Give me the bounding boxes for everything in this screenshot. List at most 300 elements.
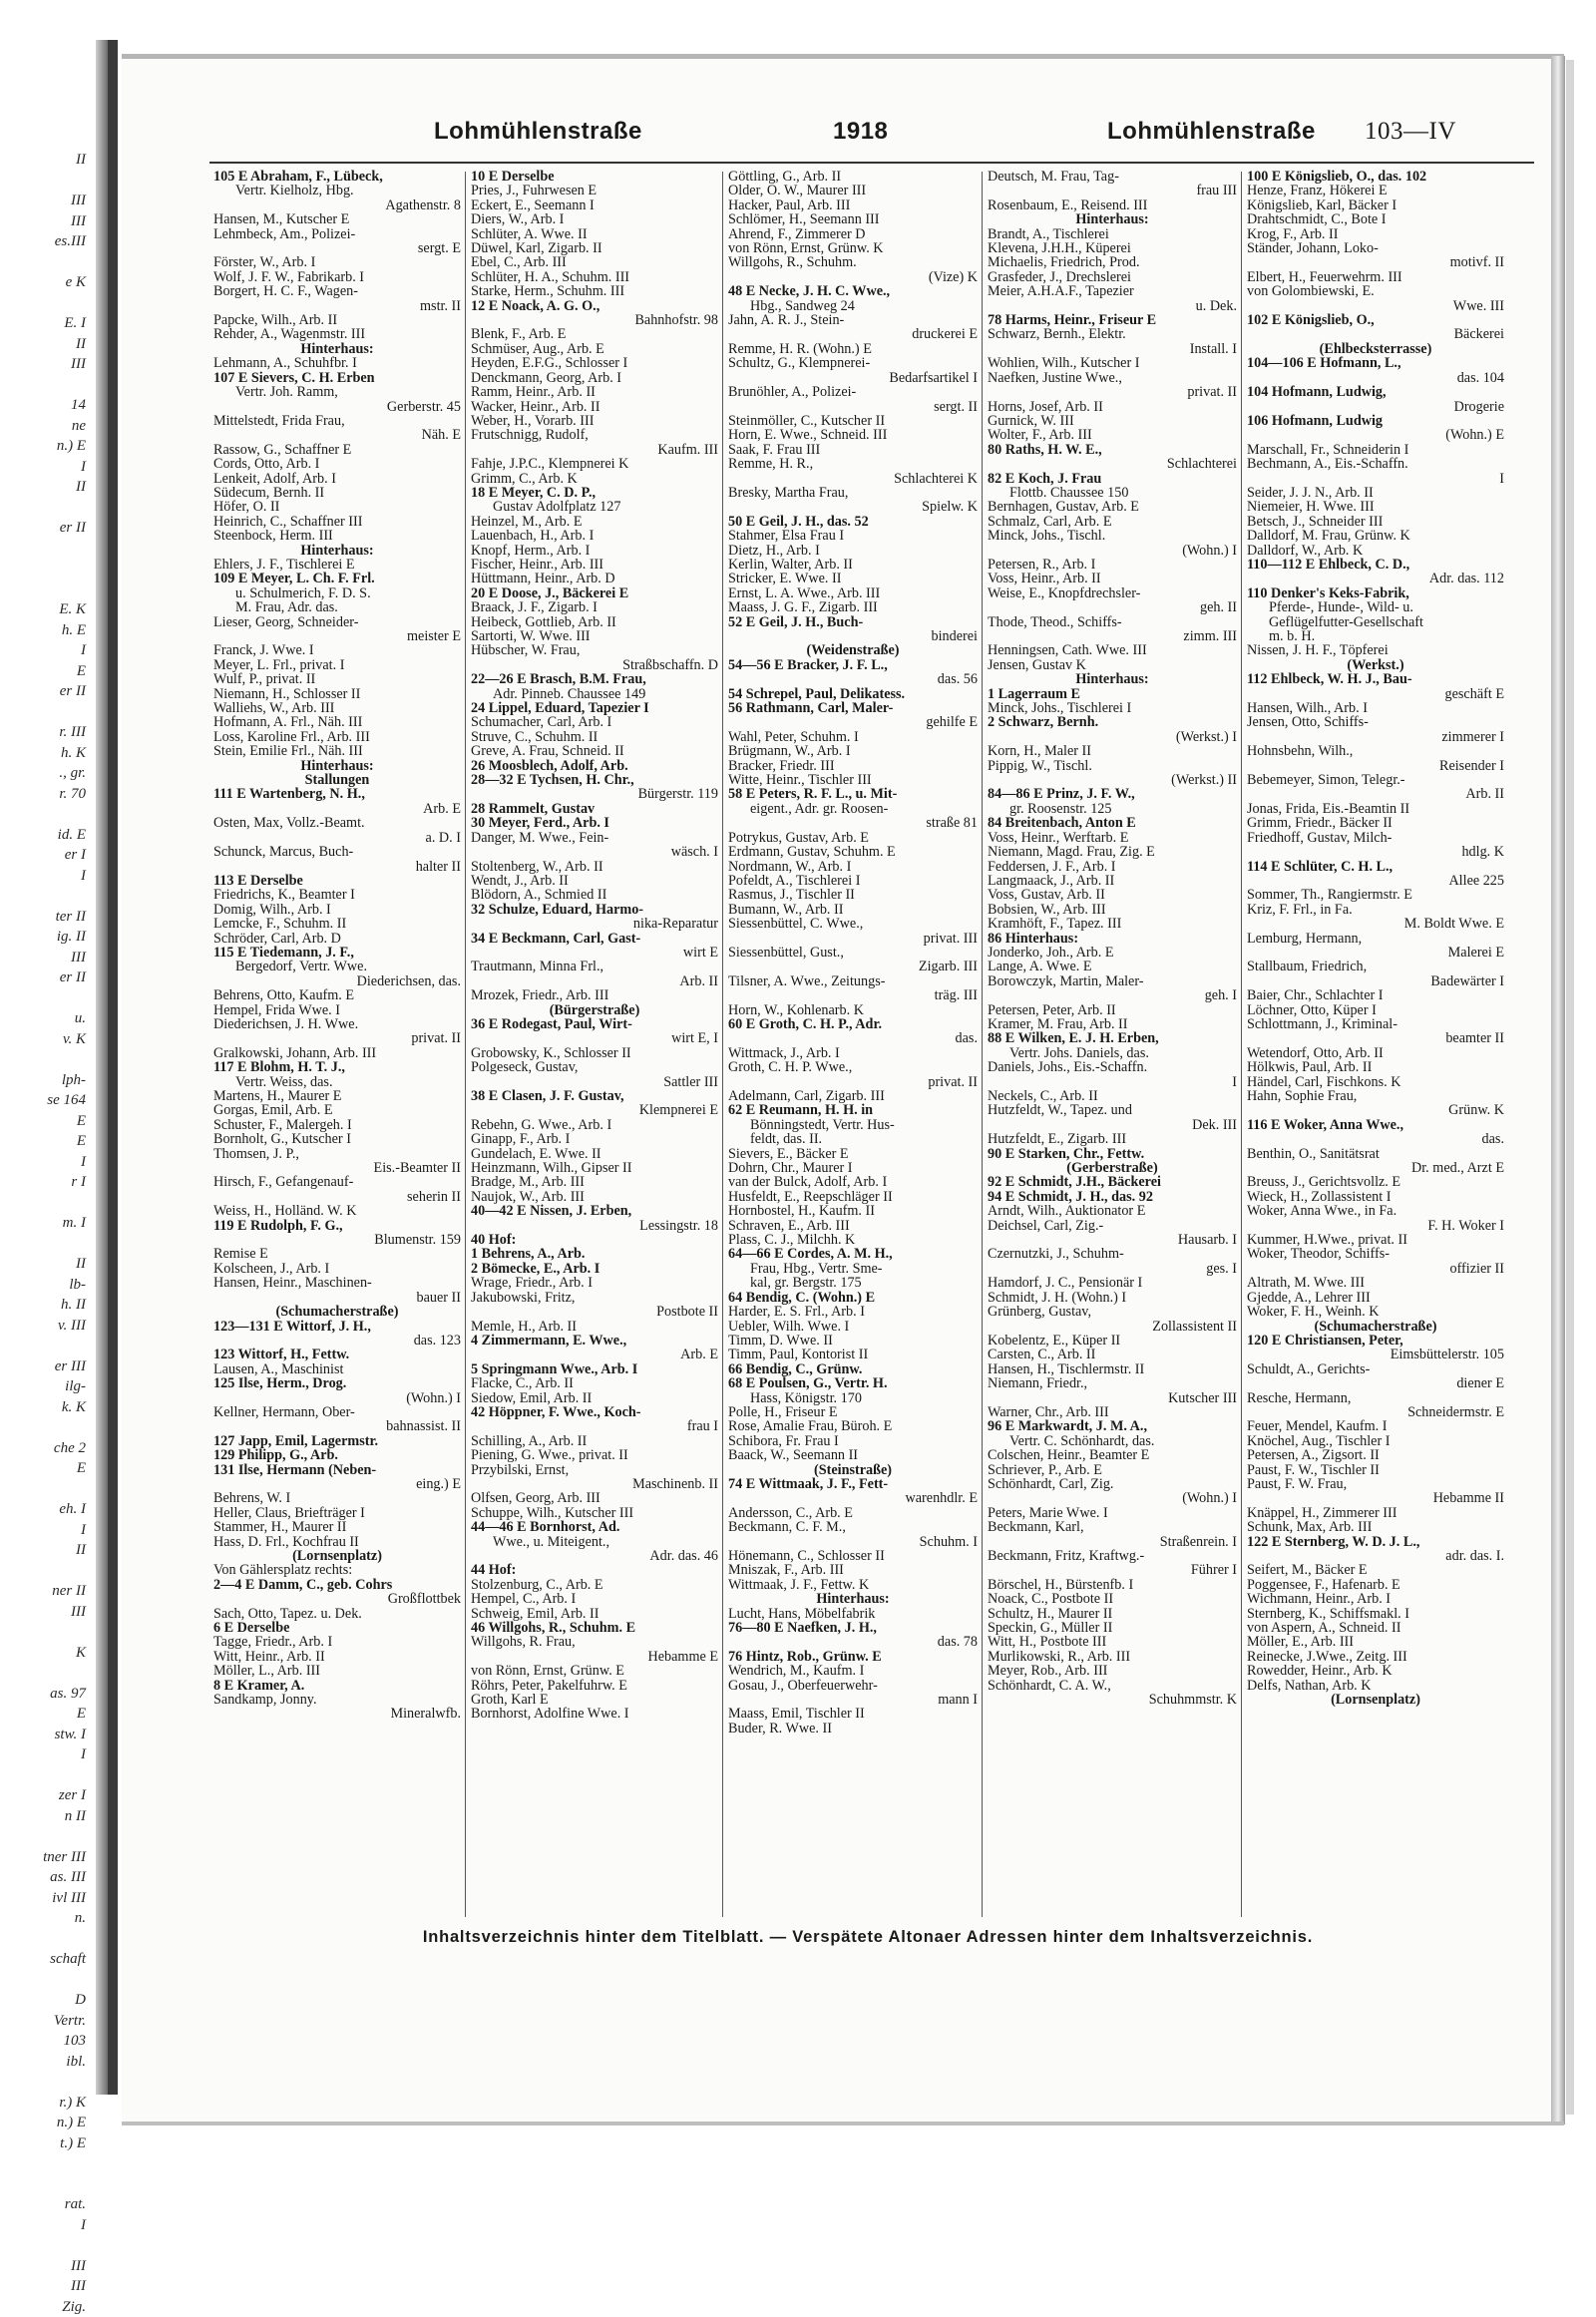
directory-entry-line: Beckmann, C. F. M., (728, 1520, 978, 1534)
margin-fragment: II (0, 150, 92, 171)
directory-entry-line: Gerberstr. 45 (213, 400, 461, 414)
directory-entry-line: Hempel, C., Arb. I (471, 1592, 718, 1606)
margin-fragment (0, 2235, 92, 2256)
directory-entry-line: Spielw. K (728, 500, 978, 514)
directory-entry-line: m. b. H. (1247, 629, 1504, 643)
directory-entry-line: Saak, F. Frau III (728, 443, 978, 457)
directory-entry-line: Großflottbek (213, 1592, 461, 1606)
directory-entry-line: Nissen, J. H. F., Töpferei (1247, 643, 1504, 657)
directory-entry-line: Wittmack, J., Arb. I (728, 1046, 978, 1060)
directory-entry-line: 30 Meyer, Ferd., Arb. I (471, 816, 718, 830)
margin-fragment: eh. I (0, 1499, 92, 1520)
directory-entry-line: 2 Schwarz, Bernh. (988, 715, 1237, 729)
directory-entry-line: Harder, E. S. Frl., Arb. I (728, 1305, 978, 1319)
margin-fragment: as. III (0, 1867, 92, 1888)
directory-entry-line: Adr. Pinneb. Chaussee 149 (471, 687, 718, 701)
directory-entry-line: das. (1247, 1132, 1504, 1146)
directory-entry-line: Arndt, Wilh., Auktionator E (988, 1204, 1237, 1218)
directory-entry-line: Kutscher III (988, 1391, 1237, 1405)
directory-entry-line: geh. II (988, 600, 1237, 614)
margin-fragment: III (0, 354, 92, 375)
directory-entry-line: 107 E Sievers, C. H. Erben (213, 371, 461, 385)
directory-entry-line: Feuer, Mendel, Kaufm. I (1247, 1419, 1504, 1433)
directory-entry-line: 54—56 E Bracker, J. F. L., (728, 658, 978, 672)
directory-entry-line: Schultz, G., Klempnerei- (728, 356, 978, 370)
directory-entry-line: feldt, das. II. (728, 1132, 978, 1146)
margin-fragment: che 2 (0, 1438, 92, 1459)
margin-fragment: Zig. (0, 2297, 92, 2317)
directory-entry-line: I (1247, 472, 1504, 486)
directory-entry-line: bahnassist. II (213, 1419, 461, 1433)
directory-entry-line: Adr. das. 46 (471, 1549, 718, 1563)
directory-entry-line: 78 Harms, Heinr., Friseur E (988, 313, 1237, 327)
directory-entry-line: Minck, Johs., Tischlerei I (988, 701, 1237, 715)
directory-entry-line: Rassow, G., Schaffner E (213, 443, 461, 457)
directory-entry-line: Gorgas, Emil, Arb. E (213, 1103, 461, 1117)
directory-entry-line: Schneidermstr. E (1247, 1405, 1504, 1419)
directory-entry-line: 38 E Clasen, J. F. Gustav, (471, 1089, 718, 1103)
directory-entry-line: Diederichsen, das. (213, 974, 461, 988)
directory-entry-line: Von Gählersplatz rechts: (213, 1563, 461, 1577)
directory-entry-line: (Werkst.) II (988, 773, 1237, 787)
directory-entry-line: 36 E Rodegast, Paul, Wirt- (471, 1017, 718, 1031)
directory-entry-line: Hinterhaus: (988, 672, 1237, 686)
directory-entry-line: Dietz, H., Arb. I (728, 544, 978, 558)
directory-entry-line: Witt, H., Postbote III (988, 1635, 1237, 1649)
column-divider (1241, 172, 1242, 1917)
directory-entry-line: Knäppel, H., Zimmerer III (1247, 1506, 1504, 1520)
directory-entry-line: Polgeseck, Gustav, (471, 1060, 718, 1074)
directory-entry-line: Schultz, H., Maurer II (988, 1607, 1237, 1621)
directory-entry-line: 28—32 E Tychsen, H. Chr., (471, 773, 718, 787)
directory-entry-line: Groth, C. H. P. Wwe., (728, 1060, 978, 1074)
directory-entry-line: Sach, Otto, Tapez. u. Dek. (213, 1607, 461, 1621)
margin-fragment: II (0, 334, 92, 355)
directory-entry-line: Malerei E (1247, 946, 1504, 960)
directory-entry-line: Pippig, W., Tischl. (988, 759, 1237, 773)
margin-fragment: 103 (0, 2031, 92, 2052)
directory-entry-line: Hölkwis, Paul, Arb. II (1247, 1060, 1504, 1074)
directory-entry-line: Grobowsky, K., Schlosser II (471, 1046, 718, 1060)
directory-entry-line: 88 E Wilken, E. J. H. Erben, (988, 1031, 1237, 1045)
directory-entry-line: Schuhmmstr. K (988, 1693, 1237, 1707)
directory-entry-line: Tagge, Friedr., Arb. I (213, 1635, 461, 1649)
page-edge-right (1551, 56, 1565, 2124)
directory-entry-line: Schlottmann, J., Kriminal- (1247, 1017, 1504, 1031)
directory-entry-line: Memle, H., Arb. II (471, 1320, 718, 1334)
directory-entry-line: 123 Wittorf, H., Fettw. (213, 1348, 461, 1361)
directory-entry-line: 131 Ilse, Hermann (Neben- (213, 1463, 461, 1477)
directory-entry-line: Diers, W., Arb. I (471, 212, 718, 226)
directory-entry-line: Wwe. III (1247, 299, 1504, 313)
directory-entry-line: Wrage, Friedr., Arb. I (471, 1276, 718, 1290)
margin-fragment (0, 498, 92, 519)
directory-entry-line: Näh. E (213, 428, 461, 442)
directory-entry-line: Stallungen (213, 773, 461, 787)
directory-entry-line: Adr. das. 112 (1247, 572, 1504, 585)
directory-entry-line: Eimsbüttelerstr. 105 (1247, 1348, 1504, 1361)
directory-entry-line: Eis.-Beamter II (213, 1161, 461, 1175)
directory-entry-line: Heinzmann, Wilh., Gipser II (471, 1161, 718, 1175)
directory-entry-line: 48 E Necke, J. H. C. Wwe., (728, 284, 978, 298)
directory-entry-line: Reisender I (1247, 759, 1504, 773)
directory-entry-line: Kramer, M. Frau, Arb. II (988, 1017, 1237, 1031)
directory-entry-line: seherin II (213, 1190, 461, 1204)
directory-entry-line: Neckels, C., Arb. II (988, 1089, 1237, 1103)
directory-entry-line: 68 E Poulsen, G., Vertr. H. (728, 1376, 978, 1390)
margin-fragment (0, 252, 92, 273)
margin-fragment: ne (0, 416, 92, 437)
directory-entry-line: 5 Springmann Wwe., Arb. I (471, 1362, 718, 1376)
directory-entry-line: Stallbaum, Friedrich, (1247, 960, 1504, 973)
directory-entry-line: Olfsen, Georg, Arb. III (471, 1491, 718, 1505)
directory-entry-line: Möller, L., Arb. III (213, 1664, 461, 1678)
directory-entry-line: Wolter, F., Arb. III (988, 428, 1237, 442)
directory-entry-line: 76 Hintz, Rob., Grünw. E (728, 1650, 978, 1664)
directory-entry-line: das. 104 (1247, 371, 1504, 385)
directory-entry-line: Hinterhaus: (213, 759, 461, 773)
margin-fragment: ter II (0, 907, 92, 928)
directory-entry-line: privat. II (213, 1031, 461, 1045)
directory-entry-line: Klempnerei E (471, 1103, 718, 1117)
margin-fragment (0, 804, 92, 825)
directory-entry-line: Jakubowski, Fritz, (471, 1291, 718, 1305)
directory-entry-line: Wichmann, Heinr., Arb. I (1247, 1592, 1504, 1606)
directory-entry-line: Agathenstr. 8 (213, 198, 461, 212)
directory-entry-line: 50 E Geil, J. H., das. 52 (728, 515, 978, 529)
directory-entry-line: u. Dek. (988, 299, 1237, 313)
directory-entry-line: Voss, Gustav, Arb. II (988, 888, 1237, 902)
directory-entry-line: Colschen, Heinr., Beamter E (988, 1448, 1237, 1462)
column-divider (722, 172, 723, 1917)
margin-fragment (0, 886, 92, 907)
directory-entry-line: Schönhardt, C. A. W., (988, 1679, 1237, 1693)
directory-entry-line: Wacker, Heinr., Arb. II (471, 400, 718, 414)
directory-entry-line: Domig, Wilh., Arb. I (213, 903, 461, 917)
directory-entry-line: Sattler III (471, 1075, 718, 1089)
directory-entry-line: Hebamme II (1247, 1491, 1504, 1505)
directory-entry-line: 10 E Derselbe (471, 170, 718, 184)
directory-entry-line: Naefken, Justine Wwe., (988, 371, 1237, 385)
directory-entry-line: Heller, Claus, Briefträger I (213, 1506, 461, 1520)
directory-entry-line: Timm, D. Wwe. II (728, 1334, 978, 1348)
directory-entry-line: privat. III (728, 932, 978, 946)
margin-fragment: I (0, 1520, 92, 1541)
directory-entry-line: Frau, Hbg., Vertr. Sme- (728, 1262, 978, 1276)
directory-entry-line: Schriever, P., Arb. E (988, 1463, 1237, 1477)
directory-entry-line: Jensen, Otto, Schiffs- (1247, 715, 1504, 729)
margin-fragment: III (0, 1602, 92, 1623)
directory-entry-line: Ehlers, J. F., Tischlerei E (213, 558, 461, 572)
margin-fragment: v. K (0, 1029, 92, 1050)
directory-entry-line: Maass, J. G. F., Zigarb. III (728, 600, 978, 614)
margin-fragment: k. K (0, 1397, 92, 1418)
directory-entry-line: Jonas, Frida, Eis.-Beamtin II (1247, 802, 1504, 816)
directory-entry-line: Breuss, J., Gerichtsvollz. E (1247, 1175, 1504, 1189)
margin-fragment (0, 1970, 92, 1991)
directory-entry-line: wirt E (471, 946, 718, 960)
directory-entry-line: 76—80 E Naefken, J. H., (728, 1621, 978, 1635)
directory-entry-line: Wohlien, Wilh., Kutscher I (988, 356, 1237, 370)
directory-entry-line: (Steinstraße) (728, 1463, 978, 1477)
margin-fragment: E (0, 1704, 92, 1725)
directory-entry-line: Older, O. W., Maurer III (728, 184, 978, 197)
directory-entry-line: (Schumacherstraße) (213, 1305, 461, 1319)
directory-entry-line: Beckmann, Fritz, Kraftwg.- (988, 1549, 1237, 1563)
directory-entry-line: Rowedder, Heinr., Arb. K (1247, 1664, 1504, 1678)
directory-entry-line: Fischer, Heinr., Arb. III (471, 558, 718, 572)
directory-entry-line: Vertr. C. Schönhardt, das. (988, 1434, 1237, 1448)
directory-entry-line: Jensen, Gustav K (988, 658, 1237, 672)
directory-entry-line: eing.) E (213, 1477, 461, 1491)
directory-entry-line: Kerlin, Walter, Arb. II (728, 558, 978, 572)
directory-entry-line: Schlachterei (988, 457, 1237, 471)
directory-entry-line: Gosau, J., Oberfeuerwehr- (728, 1679, 978, 1693)
directory-entry-line: Hansen, H., Tischlermstr. II (988, 1362, 1237, 1376)
directory-entry-line: Danger, M. Wwe., Fein- (471, 831, 718, 845)
directory-entry-line: 28 Rammelt, Gustav (471, 802, 718, 816)
directory-entry-line: Husfeldt, E., Reepschläger II (728, 1190, 978, 1204)
directory-entry-line: Rosenbaum, E., Reisend. III (988, 198, 1237, 212)
directory-entry-line: 116 E Woker, Anna Wwe., (1247, 1118, 1504, 1132)
directory-entry-line: 8 E Kramer, A. (213, 1679, 461, 1693)
directory-entry-line: Brügmann, W., Arb. I (728, 744, 978, 758)
directory-entry-line: Mittelstedt, Frida Frau, (213, 414, 461, 428)
directory-entry-line: Martens, H., Maurer E (213, 1089, 461, 1103)
directory-entry-line: Remme, H. R., (728, 457, 978, 471)
directory-entry-line: M. Boldt Wwe. E (1247, 917, 1504, 931)
directory-entry-line: Piening, G. Wwe., privat. II (471, 1448, 718, 1462)
directory-entry-line: Hüttmann, Heinr., Arb. D (471, 572, 718, 585)
directory-entry-line: 84 Breitenbach, Anton E (988, 816, 1237, 830)
column-2 (471, 170, 718, 1915)
margin-fragment: se 164 (0, 1090, 92, 1111)
directory-entry-line: Hbg., Sandweg 24 (728, 299, 978, 313)
directory-entry-line: Witte, Heinr., Tischler III (728, 773, 978, 787)
directory-entry-line: Höfer, O. II (213, 500, 461, 514)
directory-entry-line: binderei (728, 629, 978, 643)
margin-fragment: III (0, 2256, 92, 2277)
column-3 (728, 170, 978, 1915)
directory-entry-line: Lehmann, A., Schuhfbr. I (213, 356, 461, 370)
directory-entry-line: 6 E Derselbe (213, 1621, 461, 1635)
directory-entry-line: von Golombiewski, E. (1247, 284, 1504, 298)
directory-entry-line: Kummer, H.Wwe., privat. II (1247, 1233, 1504, 1247)
directory-entry-line: Drogerie (1247, 400, 1504, 414)
directory-entry-line: Sievers, E., Bäcker E (728, 1147, 978, 1161)
directory-entry-line: Ahrend, F., Zimmerer D (728, 227, 978, 241)
directory-entry-line: Delfs, Nathan, Arb. K (1247, 1679, 1504, 1693)
column-4 (988, 170, 1237, 1915)
directory-entry-line: Schlüter, A. Wwe. II (471, 227, 718, 241)
margin-fragment: II (0, 1540, 92, 1561)
margin-fragment: 14 (0, 395, 92, 416)
directory-entry-line: Buder, R. Wwe. II (728, 1722, 978, 1736)
margin-fragment (0, 988, 92, 1009)
margin-fragment: h. K (0, 743, 92, 764)
directory-entry-line: 24 Lippel, Eduard, Tapezier I (471, 701, 718, 715)
margin-fragment: ., gr. (0, 763, 92, 784)
directory-entry-line: Bradge, M., Arb. III (471, 1175, 718, 1189)
margin-fragment: II (0, 477, 92, 498)
directory-entry-line: Murlikowski, R., Arb. III (988, 1650, 1237, 1664)
directory-entry-line: Willgohs, R., Schuhm. (728, 255, 978, 269)
directory-entry-line: meister E (213, 629, 461, 643)
directory-entry-line: Thomsen, J. P., (213, 1147, 461, 1161)
directory-entry-line: Wwe., u. Miteigent., (471, 1535, 718, 1549)
margin-fragment: I (0, 1152, 92, 1173)
directory-entry-line: Hebamme E (471, 1650, 718, 1664)
directory-entry-line: eigent., Adr. gr. Roosen- (728, 802, 978, 816)
directory-entry-line: 115 E Tiedemann, J. F., (213, 946, 461, 960)
directory-entry-line: Dalldorf, W., Arb. K (1247, 544, 1504, 558)
directory-entry-line: (Wohn.) I (988, 544, 1237, 558)
margin-fragment (0, 579, 92, 600)
directory-entry-line: Timm, Paul, Kontorist II (728, 1348, 978, 1361)
directory-entry-line: 32 Schulze, Eduard, Harmo- (471, 903, 718, 917)
directory-entry-line: Wendrich, M., Kaufm. I (728, 1664, 978, 1678)
directory-entry-line: Heyden, E.F.G., Schlosser I (471, 356, 718, 370)
directory-entry-line: Vertr. Weiss, das. (213, 1075, 461, 1089)
directory-entry-line: Arb. E (471, 1348, 718, 1361)
directory-entry-line: Arb. II (471, 974, 718, 988)
directory-entry-line: Röhrs, Peter, Pakelfuhrw. E (471, 1679, 718, 1693)
directory-entry-line: Schröder, Carl, Arb. D (213, 932, 461, 946)
directory-entry-line: Schuppe, Wilh., Kutscher III (471, 1506, 718, 1520)
directory-entry-line: (Schumacherstraße) (1247, 1320, 1504, 1334)
directory-entry-line: nika-Reparatur (471, 917, 718, 931)
directory-entry-line: Postbote II (471, 1305, 718, 1319)
directory-entry-line: Dalldorf, M. Frau, Grünw. K (1247, 529, 1504, 543)
directory-entry-line: Dohrn, Chr., Maurer I (728, 1161, 978, 1175)
margin-fragment (0, 1234, 92, 1255)
directory-entry-line: Bobsien, W., Arb. III (988, 903, 1237, 917)
directory-entry-line: Tilsner, A. Wwe., Zeitungs- (728, 974, 978, 988)
directory-entry-line: Friedrichs, K., Beamter I (213, 888, 461, 902)
directory-entry-line: Brunöhler, A., Polizei- (728, 385, 978, 399)
directory-entry-line: Borowczyk, Martin, Maler- (988, 974, 1237, 988)
margin-fragment: E (0, 1458, 92, 1479)
directory-entry-line: Hass, Königstr. 170 (728, 1391, 978, 1405)
directory-entry-line: Maass, Emil, Tischler II (728, 1707, 978, 1721)
directory-entry-line: Siessenbüttel, C. Wwe., (728, 917, 978, 931)
header-street-left: Lohmühlenstraße (434, 118, 642, 146)
directory-entry-line: von Rönn, Ernst, Grünw. E (471, 1664, 718, 1678)
directory-entry-line: Schwarz, Bernh., Elektr. (988, 327, 1237, 341)
directory-entry-line: Börschel, H., Bürstenfb. I (988, 1578, 1237, 1592)
directory-entry-line: Czernutzki, J., Schuhm- (988, 1247, 1237, 1261)
directory-entry-line: ges. I (988, 1262, 1237, 1276)
directory-entry-line: Deichsel, Carl, Zig.- (988, 1219, 1237, 1233)
margin-fragment: stw. I (0, 1725, 92, 1745)
directory-entry-line: Bahnhofstr. 98 (471, 313, 718, 327)
directory-entry-line: Carsten, C., Arb. II (988, 1348, 1237, 1361)
directory-entry-line: Marschall, Fr., Schneiderin I (1247, 443, 1504, 457)
directory-entry-line: Düwel, Karl, Zigarb. II (471, 241, 718, 255)
directory-entry-line: Hansen, M., Kutscher E (213, 212, 461, 226)
directory-entry-line: Sommer, Th., Rangiermstr. E (1247, 888, 1504, 902)
directory-entry-line: 94 E Schmidt, J. H., das. 92 (988, 1190, 1237, 1204)
directory-entry-line: Stahmer, Elsa Frau I (728, 529, 978, 543)
margin-fragment: r.) K (0, 2093, 92, 2114)
directory-entry-line: hdlg. K (1247, 845, 1504, 859)
directory-entry-line: Deutsch, M. Frau, Tag- (988, 170, 1237, 184)
directory-entry-line: (Weidenstraße) (728, 643, 978, 657)
directory-entry-line: Weise, E., Knopfdrechsler- (988, 586, 1237, 600)
directory-entry-line: Brandt, A., Tischlerei (988, 227, 1237, 241)
margin-fragment: D (0, 1990, 92, 2011)
directory-entry-line: 129 Philipp, G., Arb. (213, 1448, 461, 1462)
directory-entry-line: Bergedorf, Vertr. Wwe. (213, 960, 461, 973)
margin-fragment: ivl III (0, 1888, 92, 1909)
directory-entry-line: Stoltenberg, W., Arb. II (471, 860, 718, 874)
directory-entry-line: wirt E, I (471, 1031, 718, 1045)
directory-entry-line: Schuster, F., Malergeh. I (213, 1118, 461, 1132)
directory-entry-line: Daniels, Johs., Eis.-Schaffn. (988, 1060, 1237, 1074)
directory-entry-line: Gustav Adolfplatz 127 (471, 500, 718, 514)
directory-entry-line: Klevena, J.H.H., Küperei (988, 241, 1237, 255)
margin-fragment: E (0, 661, 92, 682)
directory-entry-line: 42 Höppner, F. Wwe., Koch- (471, 1405, 718, 1419)
directory-entry-line: Steinmöller, C., Kutscher II (728, 414, 978, 428)
margin-fragment: r. 70 (0, 784, 92, 805)
directory-entry-line: Minck, Johs., Tischl. (988, 529, 1237, 543)
margin-fragment (0, 1561, 92, 1582)
directory-entry-line: M. Frau, Adr. das. (213, 600, 461, 614)
directory-entry-line: Horn, E. Wwe., Schneid. III (728, 428, 978, 442)
directory-entry-line: 114 E Schlüter, C. H. L., (1247, 860, 1504, 874)
directory-entry-line: Fahje, J.P.C., Klempnerei K (471, 457, 718, 471)
directory-entry-line: Händel, Carl, Fischkons. K (1247, 1075, 1504, 1089)
directory-entry-line: Förster, W., Arb. I (213, 255, 461, 269)
margin-fragment (0, 293, 92, 314)
directory-entry-line: Kobelentz, E., Küper II (988, 1334, 1237, 1348)
margin-fragment: t.) E (0, 2133, 92, 2154)
margin-fragment: Vertr. (0, 2011, 92, 2032)
directory-entry-line: diener E (1247, 1376, 1504, 1390)
directory-entry-line: Hönemann, C., Schlosser II (728, 1549, 978, 1563)
margin-fragment: n. (0, 1908, 92, 1929)
margin-fragment: I (0, 1744, 92, 1765)
directory-entry-line: mann I (728, 1693, 978, 1707)
directory-entry-line: 64—66 E Cordes, A. M. H., (728, 1247, 978, 1261)
directory-entry-line: Niemann, Magd. Frau, Zig. E (988, 845, 1237, 859)
directory-entry-line: Feddersen, J. F., Arb. I (988, 860, 1237, 874)
directory-entry-line: Uebler, Wilh. Wwe. I (728, 1320, 978, 1334)
directory-entry-line: Sartorti, W. Wwe. III (471, 629, 718, 643)
directory-entry-line: Hahn, Sophie Frau, (1247, 1089, 1504, 1103)
directory-entry-line: druckerei E (728, 327, 978, 341)
directory-entry-line: Vertr. Kielholz, Hbg. (213, 184, 461, 197)
directory-entry-line: Hinterhaus: (988, 212, 1237, 226)
directory-entry-line: Rehder, A., Wagenmstr. III (213, 327, 461, 341)
directory-entry-line: Friedhoff, Gustav, Milch- (1247, 831, 1504, 845)
directory-entry-line: 52 E Geil, J. H., Buch- (728, 615, 978, 629)
directory-entry-line: sergt. E (213, 241, 461, 255)
directory-entry-line: geschäft E (1247, 687, 1504, 701)
margin-fragment: id. E (0, 825, 92, 846)
directory-entry-line: Noack, C., Postbote II (988, 1592, 1237, 1606)
directory-entry-line: Grünberg, Gustav, (988, 1305, 1237, 1319)
directory-entry-line: Trautmann, Minna Frl., (471, 960, 718, 973)
page-number: 103—IV (1365, 118, 1456, 146)
directory-entry-line: von Aspern, A., Schneid. II (1247, 1621, 1504, 1635)
directory-entry-line: Schilling, A., Arb. II (471, 1434, 718, 1448)
directory-entry-line: 74 E Wittmaak, J. F., Fett- (728, 1477, 978, 1491)
directory-entry-line: Hacker, Paul, Arb. III (728, 198, 978, 212)
directory-entry-line: Schmüser, Aug., Arb. E (471, 342, 718, 356)
directory-entry-line: sergt. II (728, 400, 978, 414)
